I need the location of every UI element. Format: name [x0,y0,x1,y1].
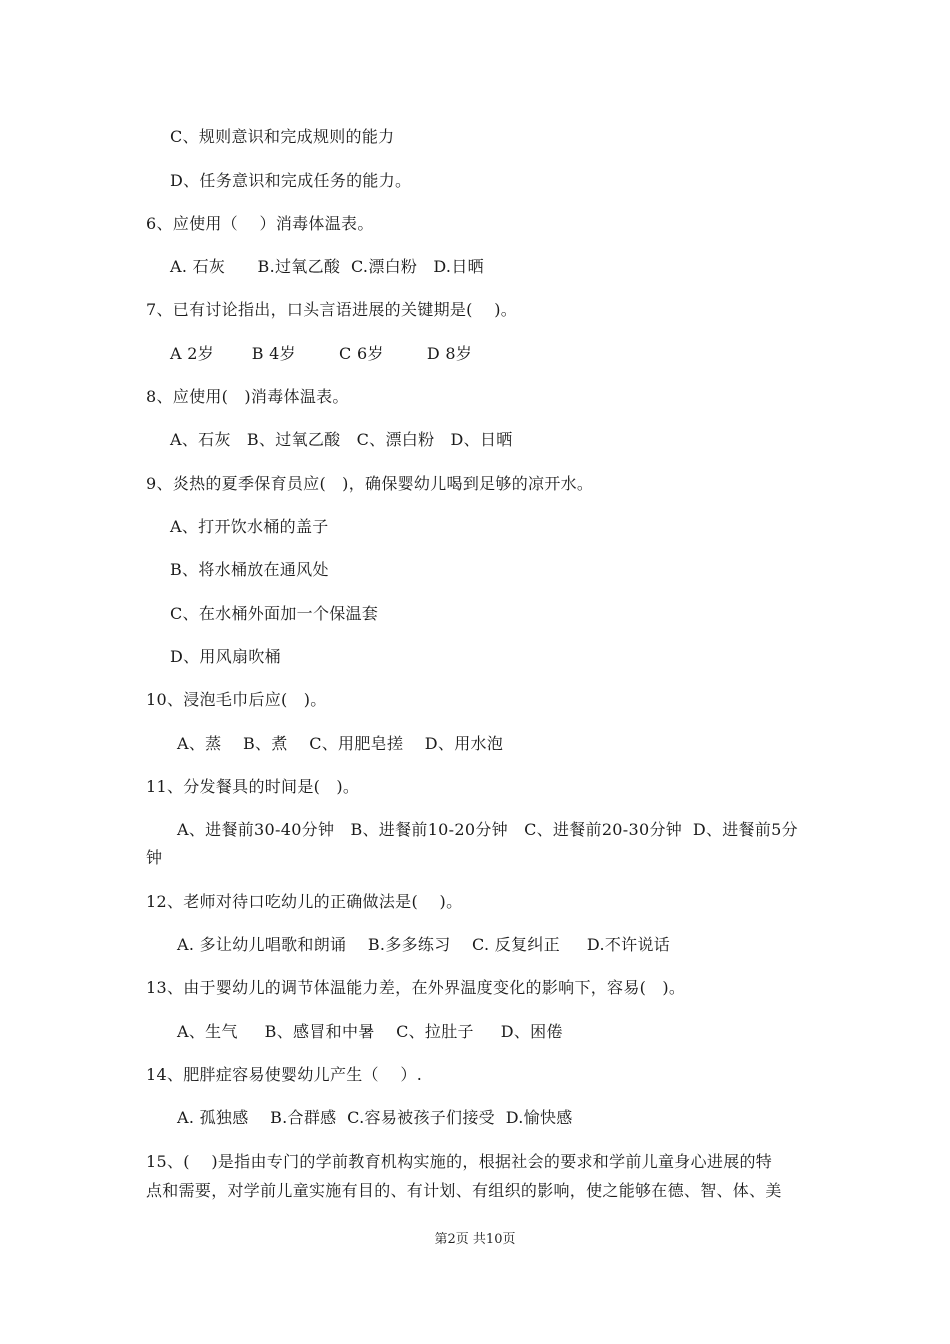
options-q11: A、进餐前30-40分钟 B、进餐前10-20分钟 C、进餐前20-30分钟 D、进餐前5分 [177,820,798,839]
options-q8: A、石灰 B、过氧乙酸 C、漂白粉 D、日晒 [170,430,513,449]
question-15: 15、( )是指由专门的学前教育机构实施的，根据社会的要求和学前儿童身心进展的特 [146,1152,773,1171]
options-q7: A 2岁 B 4岁 C 6岁 D 8岁 [170,344,473,363]
option-d-q5: D、任务意识和完成任务的能力。 [170,171,412,190]
page-footer: 第2页 共10页 [434,1232,516,1247]
question-14: 14、肥胖症容易使婴幼儿产生（ ）. [146,1065,423,1084]
question-13: 13、由于婴幼儿的调节体温能力差，在外界温度变化的影响下，容易( )。 [146,978,686,997]
option-c-q5: C、规则意识和完成规则的能力 [170,127,395,146]
options-q10: A、蒸 B、煮 C、用肥皂搓 D、用水泡 [177,734,504,753]
question-9: 9、炎热的夏季保育员应( )，确保婴幼儿喝到足够的凉开水。 [146,474,594,493]
options-q14: A. 孤独感 B.合群感 C.容易被孩子们接受 D.愉快感 [177,1108,573,1127]
options-q11-wrap: 钟 [146,848,163,867]
options-q12: A. 多让幼儿唱歌和朗诵 B.多多练习 C. 反复纠正 D.不许说话 [177,935,671,954]
question-12: 12、老师对待口吃幼儿的正确做法是( )。 [146,892,463,911]
options-q13: A、生气 B、感冒和中暑 C、拉肚子 D、困倦 [177,1022,563,1041]
question-7: 7、已有讨论指出，口头言语进展的关键期是( )。 [146,300,518,319]
option-c-q9: C、在水桶外面加一个保温套 [170,604,379,623]
question-6: 6、应使用（ ）消毒体温表。 [146,214,374,233]
options-q6: A. 石灰 B.过氧乙酸 C.漂白粉 D.日晒 [170,257,484,276]
option-a-q9: A、打开饮水桶的盖子 [170,517,329,536]
question-8: 8、应使用( )消毒体温表。 [146,387,349,406]
question-15-continued: 点和需要，对学前儿童实施有目的、有计划、有组织的影响，使之能够在德、智、体、美 [146,1181,782,1200]
option-d-q9: D、用风扇吹桶 [170,647,281,666]
question-11: 11、分发餐具的时间是( )。 [146,777,360,796]
question-10: 10、浸泡毛巾后应( )。 [146,690,327,709]
option-b-q9: B、将水桶放在通风处 [170,560,329,579]
